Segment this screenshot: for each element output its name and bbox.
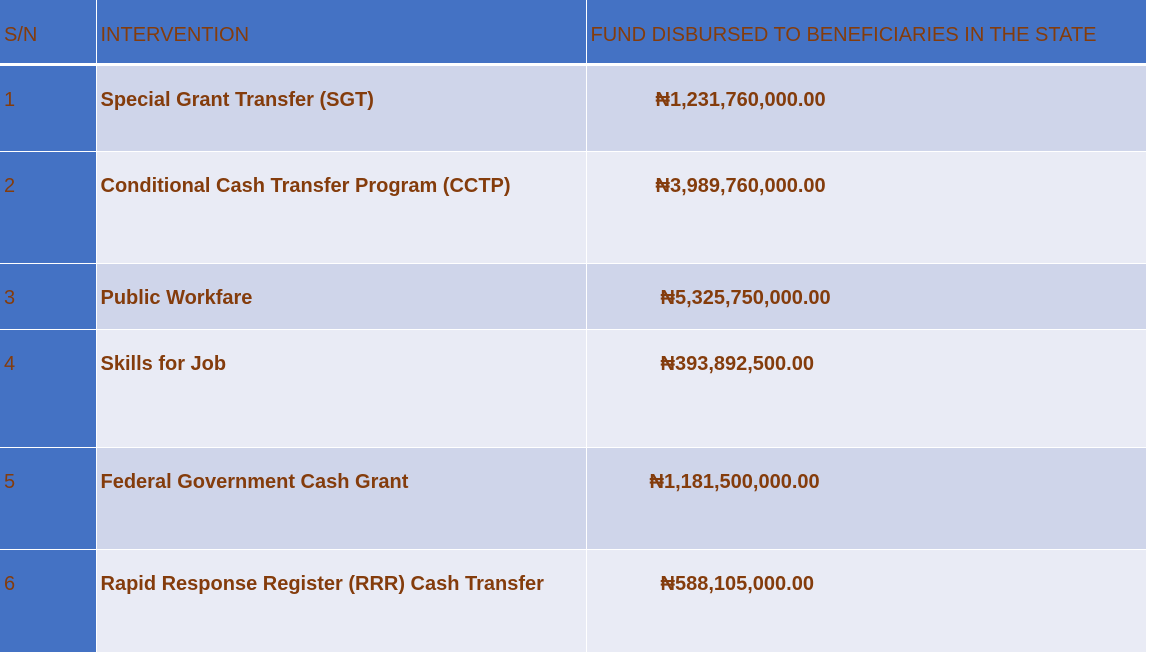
row-fund: ₦5,325,750,000.00 [586,263,1146,329]
row-fund: ₦3,989,760,000.00 [586,151,1146,263]
row-fund: ₦393,892,500.00 [586,329,1146,447]
header-fund-disbursed: FUND DISBURSED TO BENEFICIARIES IN THE STATE [586,0,1146,64]
row-sn: 3 [0,263,96,329]
row-intervention: Federal Government Cash Grant [96,447,586,549]
table-row [0,64,1146,151]
row-intervention: Conditional Cash Transfer Program (CCTP) [96,151,586,263]
row-sn: 6 [0,549,96,652]
table-row [0,263,1146,329]
row-fund: ₦1,181,500,000.00 [586,447,1146,549]
row-sn: 2 [0,151,96,263]
row-sn: 4 [0,329,96,447]
row-sn: 5 [0,447,96,549]
table-row [0,549,1146,652]
table-header-row [0,0,1146,64]
row-intervention: Special Grant Transfer (SGT) [96,64,586,151]
header-sn: S/N [0,0,96,64]
row-intervention: Public Workfare [96,263,586,329]
row-intervention: Skills for Job [96,329,586,447]
table-row [0,329,1146,447]
row-intervention: Rapid Response Register (RRR) Cash Transfer [96,549,586,652]
row-sn: 1 [0,64,96,151]
row-fund: ₦588,105,000.00 [586,549,1146,652]
table-row [0,151,1146,263]
row-fund: ₦1,231,760,000.00 [586,64,1146,151]
header-intervention: INTERVENTION [96,0,586,64]
table-row [0,447,1146,549]
